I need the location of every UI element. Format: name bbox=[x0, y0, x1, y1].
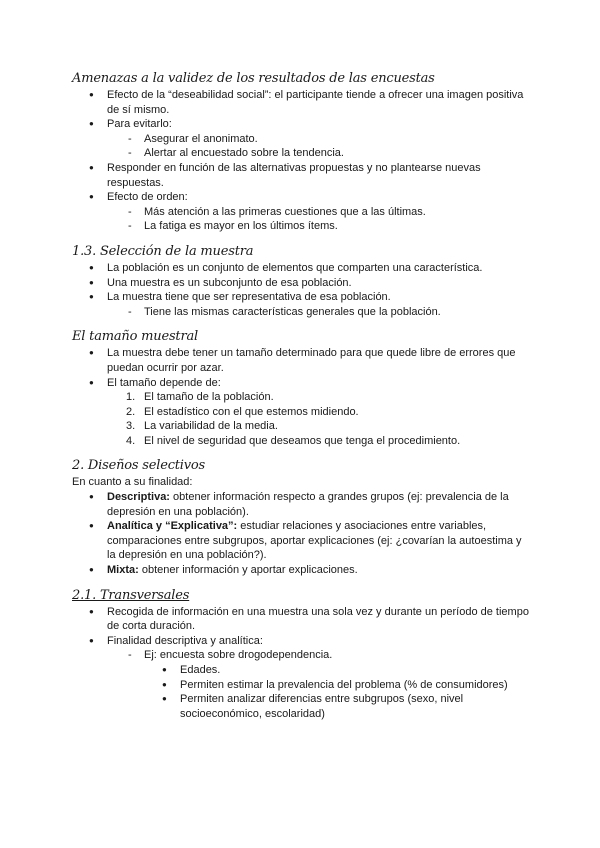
item-number: 1. bbox=[126, 391, 136, 404]
list-item bbox=[72, 190, 532, 234]
list-item: ● Una muestra es un subconjunto de esa población. bbox=[72, 276, 532, 291]
term-text: obtener información respecto a grandes grupos (ej: prevalencia de la depresión en una población). bbox=[107, 491, 509, 518]
sublist-item: - Asegurar el anonimato. bbox=[72, 132, 532, 147]
item-number: 4. bbox=[126, 434, 136, 447]
sublist bbox=[72, 648, 532, 721]
sublist bbox=[72, 205, 532, 234]
term-label: Descriptiva: bbox=[107, 491, 170, 504]
sub-sublist-item: ● Edades. bbox=[72, 663, 532, 678]
document-content bbox=[72, 70, 532, 721]
numbered-item bbox=[72, 405, 532, 420]
list-item: ● Responder en función de las alternativas propuestas y no plantearse nuevas respuestas. bbox=[72, 161, 532, 190]
list-item-text: Para evitarlo: bbox=[107, 118, 172, 131]
list-seleccion bbox=[72, 261, 532, 319]
numbered-list bbox=[72, 390, 532, 448]
list-item-text: Efecto de orden: bbox=[107, 191, 188, 204]
list-item bbox=[72, 634, 532, 722]
item-text: El tamaño de la población. bbox=[144, 391, 274, 404]
item-text: La variabilidad de la media. bbox=[144, 420, 278, 433]
list-item: ● La población es un conjunto de elementos que comparten una característica. bbox=[72, 261, 532, 276]
list-item bbox=[72, 290, 532, 319]
item-text: El estadístico con el que estemos midiendo. bbox=[144, 405, 359, 418]
term-label: Mixta: bbox=[107, 564, 139, 577]
list-item bbox=[72, 563, 532, 578]
numbered-item bbox=[72, 419, 532, 434]
sublist bbox=[72, 132, 532, 161]
list-item-text: Finalidad descriptiva y analítica: bbox=[107, 634, 263, 647]
list-transversales bbox=[72, 605, 532, 722]
term-text: obtener información y aportar explicaciones. bbox=[138, 564, 358, 577]
sublist-item: - Tiene las mismas características generales que la población. bbox=[72, 305, 532, 320]
item-number: 2. bbox=[126, 405, 136, 418]
numbered-item bbox=[72, 434, 532, 449]
item-number: 3. bbox=[126, 420, 136, 433]
list-item bbox=[72, 376, 532, 449]
item-text: El nivel de seguridad que deseamos que tenga el procedimiento. bbox=[144, 434, 461, 447]
list-item: ● Recogida de información en una muestra una sola vez y durante un período de tiempo de corta duración. bbox=[72, 605, 532, 634]
term-label: Analítica y “Explicativa”: bbox=[107, 520, 238, 533]
list-item bbox=[72, 519, 532, 563]
list-item bbox=[72, 490, 532, 519]
list-item: ● La muestra debe tener un tamaño determinado para que quede libre de errores que puedan ocurrir por azar. bbox=[72, 346, 532, 375]
heading-tamano: El tamaño muestral bbox=[72, 329, 198, 345]
list-disenos bbox=[72, 490, 532, 578]
list-amenazas bbox=[72, 88, 532, 234]
heading-transversales: 2.1. Transversales bbox=[72, 587, 190, 603]
sub-sublist-item: ● Permiten analizar diferencias entre subgrupos (sexo, nivel socioeconómico, escolaridad) bbox=[72, 692, 532, 721]
list-item-text: El tamaño depende de: bbox=[107, 376, 221, 389]
sublist-item: - Más atención a las primeras cuestiones que a las últimas. bbox=[72, 205, 532, 220]
sublist-item: - La fatiga es mayor en los últimos ítems. bbox=[72, 219, 532, 234]
sub-sublist bbox=[72, 663, 532, 721]
intro-text: En cuanto a su finalidad: bbox=[72, 476, 193, 489]
list-item bbox=[72, 117, 532, 161]
list-item-text: La muestra tiene que ser representativa de esa población. bbox=[107, 291, 391, 304]
sublist-item-text: Ej: encuesta sobre drogodependencia. bbox=[144, 649, 333, 662]
list-tamano bbox=[72, 346, 532, 448]
sublist-item bbox=[72, 648, 532, 721]
heading-amenazas: Amenazas a la validez de los resultados de las encuestas bbox=[72, 71, 435, 86]
numbered-item bbox=[72, 390, 532, 405]
sublist bbox=[72, 305, 532, 320]
sub-sublist-item: ● Permiten estimar la prevalencia del problema (% de consumidores) bbox=[72, 678, 532, 693]
sublist-item: - Alertar al encuestado sobre la tendencia. bbox=[72, 146, 532, 161]
heading-seleccion: 1.3. Selección de la muestra bbox=[72, 243, 254, 259]
list-item: ● Efecto de la “deseabilidad social”: el participante tiende a ofrecer una imagen positiva de sí mismo. bbox=[72, 88, 532, 117]
heading-disenos: 2. Diseños selectivos bbox=[72, 458, 206, 474]
term-text: estudiar relaciones y asociaciones entre variables, comparaciones entre subgrupos, aportar explicaciones (ej: ¿covarían la autoestima y la depresión en una población?). bbox=[107, 520, 522, 562]
